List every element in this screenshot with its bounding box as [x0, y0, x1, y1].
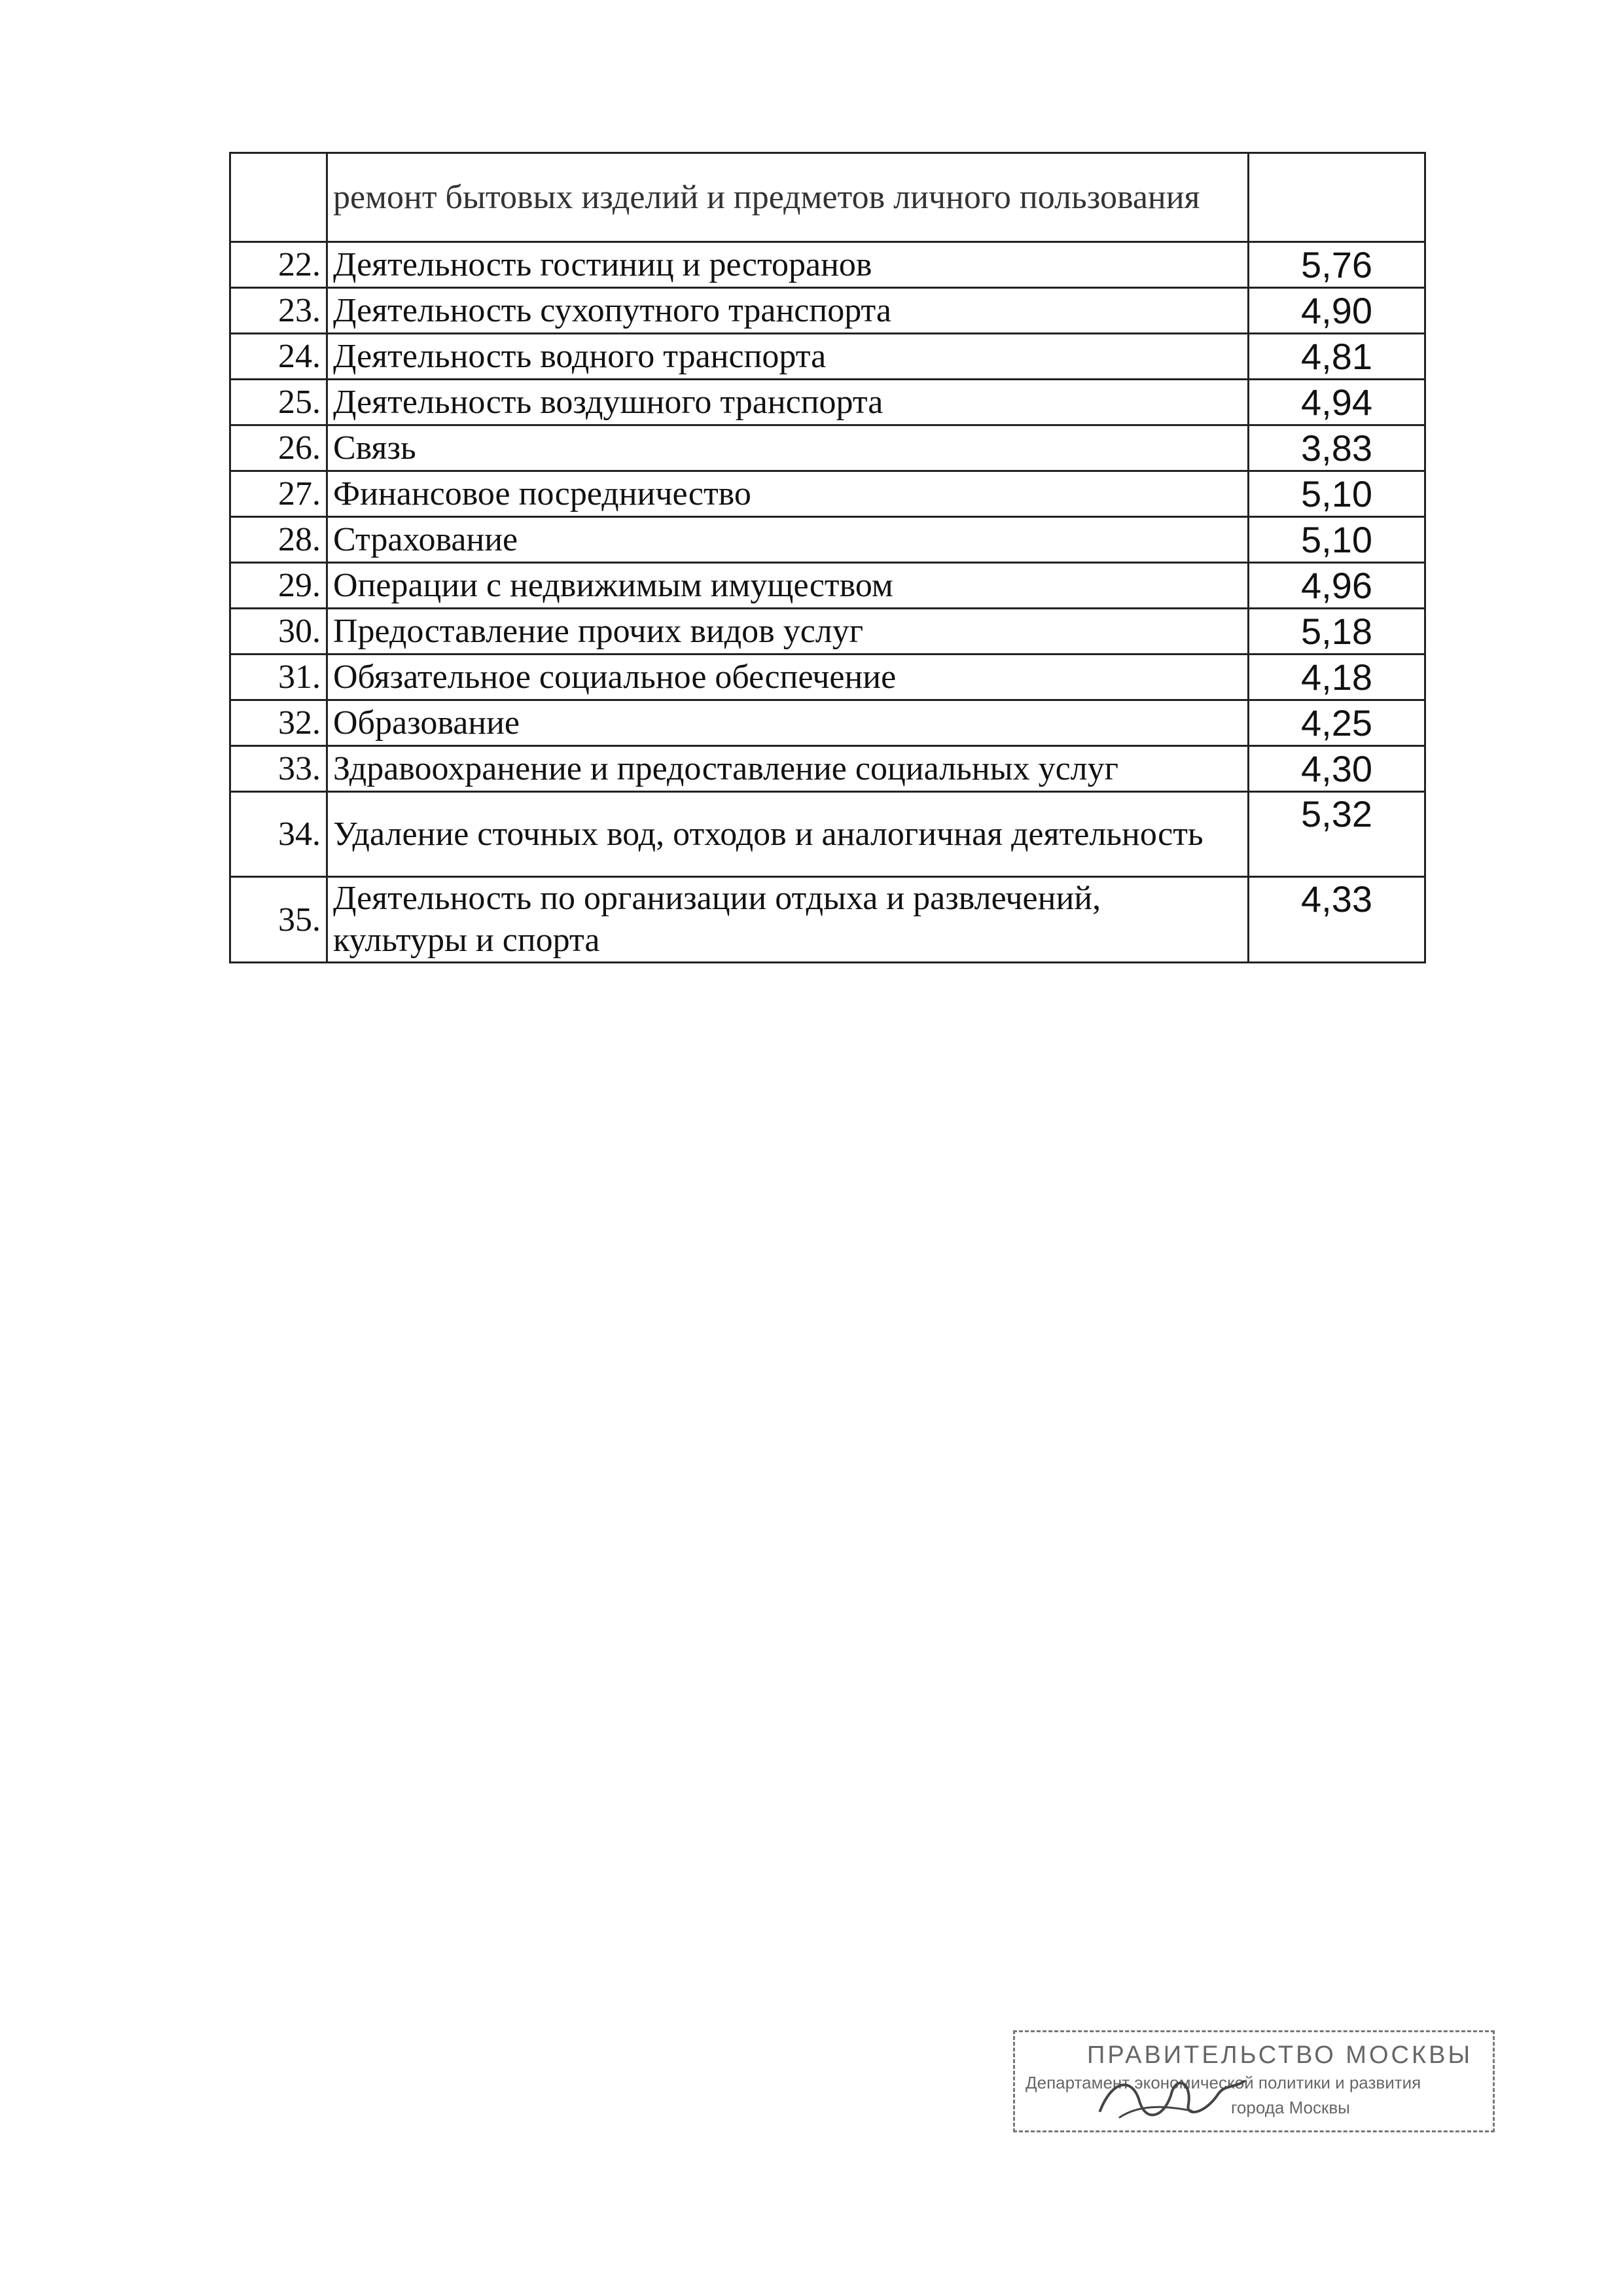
stamp-city-line: города Москвы	[1231, 2098, 1350, 2117]
row-activity-name: Деятельность гостиниц и ресторанов	[327, 242, 1249, 288]
table-row	[230, 425, 1425, 471]
row-value: 4,25	[1249, 700, 1425, 746]
row-value: 4,94	[1249, 380, 1425, 425]
table-row	[230, 563, 1425, 609]
table-row	[230, 517, 1425, 563]
rates-table	[229, 152, 1426, 963]
row-number: 35.	[230, 877, 327, 963]
row-value: 3,83	[1249, 425, 1425, 471]
row-number: 34.	[230, 792, 327, 877]
row-number: 25.	[230, 380, 327, 425]
row-value: 4,18	[1249, 655, 1425, 700]
row-activity-name: Образование	[327, 700, 1249, 746]
row-value: 4,33	[1249, 877, 1425, 963]
row-value: 4,90	[1249, 288, 1425, 334]
row-activity-name: Операции с недвижимым имуществом	[327, 563, 1249, 609]
table-row	[230, 877, 1425, 963]
row-number: 29.	[230, 563, 327, 609]
row-value: 5,10	[1249, 517, 1425, 563]
row-value: 5,18	[1249, 609, 1425, 655]
row-activity-name: Страхование	[327, 517, 1249, 563]
table-row	[230, 471, 1425, 517]
row-activity-name: Обязательное социальное обеспечение	[327, 655, 1249, 700]
row-number: 31.	[230, 655, 327, 700]
row-activity-name: Деятельность водного транспорта	[327, 334, 1249, 380]
row-number: 30.	[230, 609, 327, 655]
row-value: 5,32	[1249, 792, 1425, 877]
row-number: 33.	[230, 746, 327, 792]
table-row	[230, 242, 1425, 288]
table-row	[230, 288, 1425, 334]
official-stamp	[1013, 2030, 1495, 2132]
row-number: 22.	[230, 242, 327, 288]
row-value: 5,76	[1249, 242, 1425, 288]
row-activity-name: Финансовое посредничество	[327, 471, 1249, 517]
table-row	[230, 746, 1425, 792]
row-activity-name: Связь	[327, 425, 1249, 471]
row-value: 4,81	[1249, 334, 1425, 380]
table-row	[230, 334, 1425, 380]
row-number: 23.	[230, 288, 327, 334]
table-row	[230, 609, 1425, 655]
row-value: 5,10	[1249, 471, 1425, 517]
row-number: 32.	[230, 700, 327, 746]
stamp-title: ПРАВИТЕЛЬСТВО МОСКВЫ	[1087, 2041, 1473, 2069]
row-activity-name: Деятельность воздушного транспорта	[327, 380, 1249, 425]
row-activity-name: Предоставление прочих видов услуг	[327, 609, 1249, 655]
signature-icon	[1094, 2065, 1251, 2124]
row-value	[1249, 153, 1425, 242]
row-number: 24.	[230, 334, 327, 380]
row-activity-name: Деятельность сухопутного транспорта	[327, 288, 1249, 334]
row-activity-name: ремонт бытовых изделий и предметов личного пользования	[327, 153, 1249, 242]
table-row	[230, 700, 1425, 746]
row-activity-name: Деятельность по организации отдыха и развлечений, культуры и спорта	[327, 877, 1249, 963]
row-number: 28.	[230, 517, 327, 563]
row-number	[230, 153, 327, 242]
row-number: 26.	[230, 425, 327, 471]
table-row	[230, 380, 1425, 425]
stamp-department-line: Департамент экономической политики и развития	[1026, 2073, 1421, 2092]
table-row	[230, 153, 1425, 242]
row-value: 4,30	[1249, 746, 1425, 792]
row-number: 27.	[230, 471, 327, 517]
table-row	[230, 655, 1425, 700]
row-value: 4,96	[1249, 563, 1425, 609]
row-activity-name: Удаление сточных вод, отходов и аналогичная деятельность	[327, 792, 1249, 877]
table-row	[230, 792, 1425, 877]
row-activity-name: Здравоохранение и предоставление социальных услуг	[327, 746, 1249, 792]
